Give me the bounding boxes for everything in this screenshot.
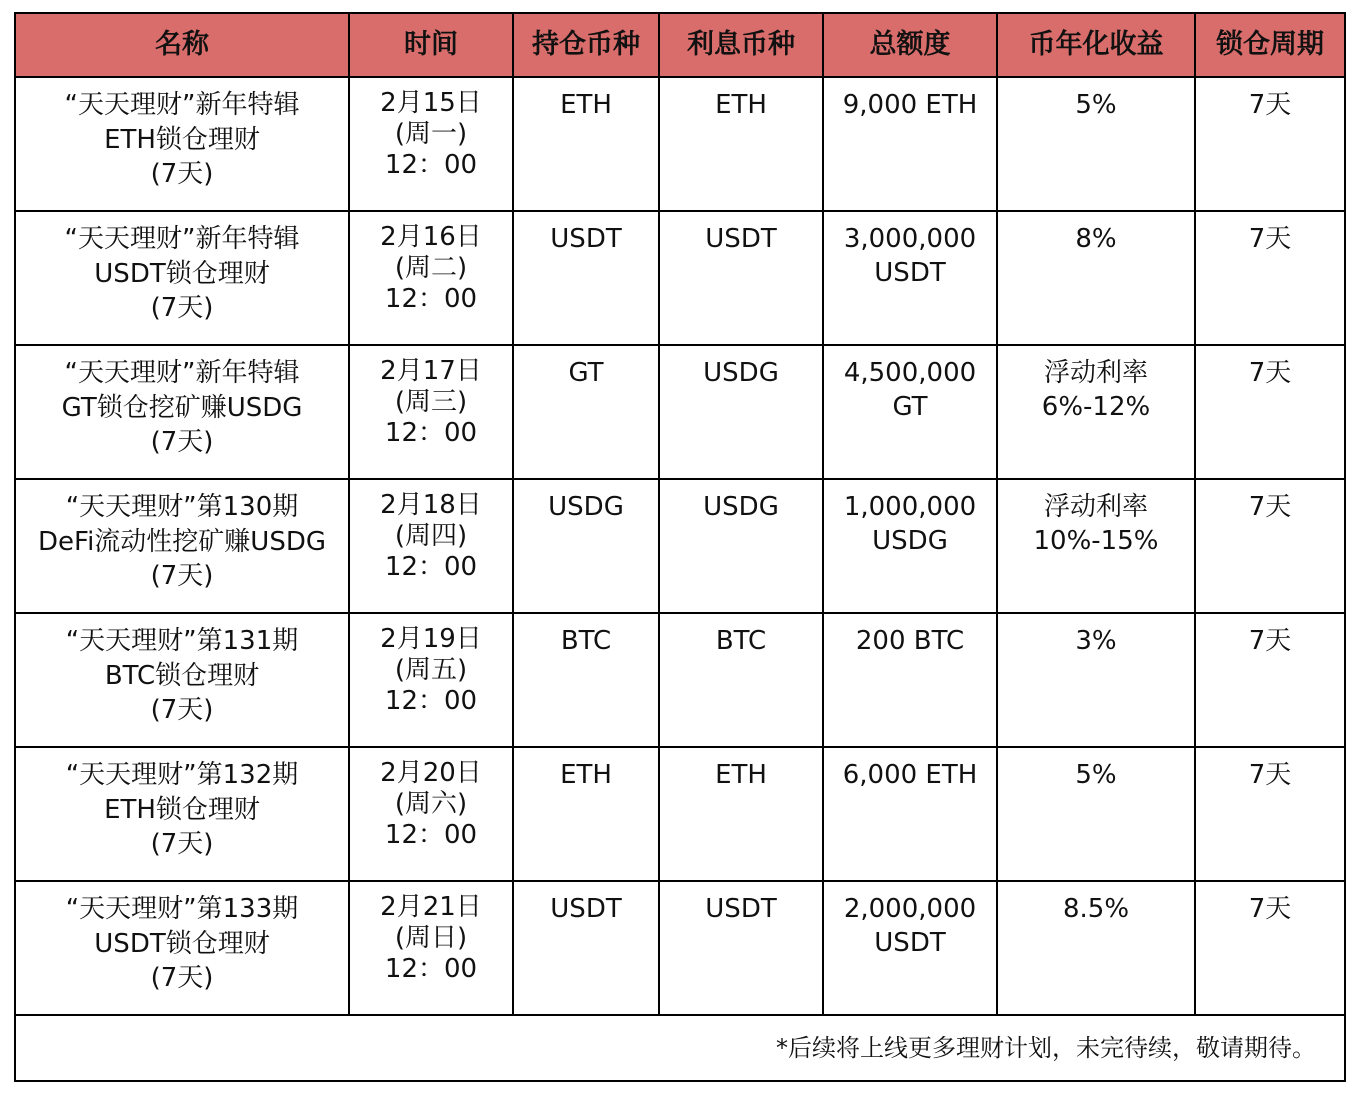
cell-annual-yield bbox=[997, 211, 1195, 345]
cell-lock-period: 7天 bbox=[1195, 613, 1345, 747]
cell-time bbox=[349, 613, 513, 747]
table-body bbox=[15, 77, 1345, 1015]
cell-time bbox=[349, 211, 513, 345]
cell-lock-period: 7天 bbox=[1195, 747, 1345, 881]
cell-total-quota bbox=[823, 479, 997, 613]
cell-total-quota-line: 1,000,000 bbox=[843, 492, 977, 522]
cell-annual-yield bbox=[997, 747, 1195, 881]
cell-interest-coin: BTC bbox=[659, 613, 823, 747]
table-row bbox=[15, 747, 1345, 881]
footnote-row bbox=[15, 1015, 1345, 1081]
table-row bbox=[15, 77, 1345, 211]
cell-total-quota bbox=[823, 77, 997, 211]
cell-time-line: 2月15日 bbox=[380, 88, 482, 118]
cell-total-quota bbox=[823, 747, 997, 881]
cell-annual-yield-line: 8% bbox=[1075, 224, 1117, 254]
cell-annual-yield bbox=[997, 345, 1195, 479]
cell-interest-coin: USDG bbox=[659, 345, 823, 479]
cell-time bbox=[349, 881, 513, 1015]
cell-time-line: 2月17日 bbox=[380, 356, 482, 386]
cell-time-line: (周六) bbox=[394, 789, 468, 819]
cell-name bbox=[15, 479, 349, 613]
cell-hold-coin: USDT bbox=[513, 211, 659, 345]
cell-name bbox=[15, 77, 349, 211]
cell-lock-period: 7天 bbox=[1195, 211, 1345, 345]
header-annual-yield: 币年化收益 bbox=[997, 13, 1195, 77]
cell-annual-yield-line: 6%-12% bbox=[1041, 392, 1151, 422]
cell-annual-yield-line: 10%-15% bbox=[1033, 526, 1159, 556]
table-row bbox=[15, 479, 1345, 613]
cell-time-line: 2月16日 bbox=[380, 222, 482, 252]
cell-name-line: GT锁仓挖矿赚USDG bbox=[61, 393, 303, 423]
header-lock-period: 锁仓周期 bbox=[1195, 13, 1345, 77]
cell-total-quota-line: 2,000,000 bbox=[843, 894, 977, 924]
cell-name-line: ETH锁仓理财 bbox=[104, 125, 260, 155]
cell-interest-coin: ETH bbox=[659, 77, 823, 211]
cell-name bbox=[15, 881, 349, 1015]
cell-name-line: USDT锁仓理财 bbox=[94, 929, 270, 959]
cell-annual-yield-line: 5% bbox=[1075, 760, 1117, 790]
cell-time bbox=[349, 345, 513, 479]
cell-lock-period: 7天 bbox=[1195, 479, 1345, 613]
cell-name-line: “天天理财”第133期 bbox=[65, 894, 299, 924]
cell-name-line: (7天) bbox=[150, 963, 214, 993]
header-name: 名称 bbox=[15, 13, 349, 77]
cell-total-quota-line: 200 BTC bbox=[855, 626, 965, 656]
header-hold-coin: 持仓币种 bbox=[513, 13, 659, 77]
cell-time-line: 2月21日 bbox=[380, 892, 482, 922]
financial-products-table bbox=[14, 12, 1346, 1082]
table-row bbox=[15, 613, 1345, 747]
cell-total-quota-line: USDT bbox=[874, 258, 946, 288]
cell-time-line: (周一) bbox=[394, 119, 468, 149]
cell-time-line: 12：00 bbox=[384, 820, 478, 850]
cell-hold-coin: USDG bbox=[513, 479, 659, 613]
cell-time-line: (周二) bbox=[394, 253, 468, 283]
cell-time-line: 2月18日 bbox=[380, 490, 482, 520]
cell-time bbox=[349, 77, 513, 211]
cell-interest-coin: USDT bbox=[659, 881, 823, 1015]
cell-name-line: “天天理财”新年特辑 bbox=[64, 224, 300, 254]
cell-lock-period: 7天 bbox=[1195, 345, 1345, 479]
table-header bbox=[15, 13, 1345, 77]
cell-name-line: (7天) bbox=[150, 159, 214, 189]
cell-total-quota-line: 4,500,000 bbox=[843, 358, 977, 388]
header-time: 时间 bbox=[349, 13, 513, 77]
cell-name-line: (7天) bbox=[150, 695, 214, 725]
cell-time-line: 12：00 bbox=[384, 418, 478, 448]
cell-hold-coin: USDT bbox=[513, 881, 659, 1015]
cell-annual-yield bbox=[997, 479, 1195, 613]
cell-lock-period: 7天 bbox=[1195, 881, 1345, 1015]
cell-time-line: 12：00 bbox=[384, 150, 478, 180]
cell-name-line: “天天理财”新年特辑 bbox=[64, 358, 300, 388]
cell-hold-coin: BTC bbox=[513, 613, 659, 747]
cell-total-quota-line: USDG bbox=[872, 526, 948, 556]
cell-annual-yield-line: 浮动利率 bbox=[1043, 358, 1148, 388]
cell-time-line: 2月20日 bbox=[380, 758, 482, 788]
cell-interest-coin: USDG bbox=[659, 479, 823, 613]
cell-hold-coin: ETH bbox=[513, 747, 659, 881]
cell-annual-yield bbox=[997, 881, 1195, 1015]
cell-annual-yield-line: 8.5% bbox=[1062, 894, 1130, 924]
cell-name-line: ETH锁仓理财 bbox=[104, 795, 260, 825]
cell-total-quota-line: GT bbox=[892, 392, 928, 422]
cell-name bbox=[15, 613, 349, 747]
cell-annual-yield-line: 浮动利率 bbox=[1043, 492, 1148, 522]
cell-time-line: (周四) bbox=[394, 521, 468, 551]
cell-name-line: USDT锁仓理财 bbox=[94, 259, 270, 289]
table-footer bbox=[15, 1015, 1345, 1081]
cell-total-quota bbox=[823, 345, 997, 479]
cell-hold-coin: ETH bbox=[513, 77, 659, 211]
cell-hold-coin: GT bbox=[513, 345, 659, 479]
header-interest-coin: 利息币种 bbox=[659, 13, 823, 77]
cell-name bbox=[15, 345, 349, 479]
cell-time-line: (周三) bbox=[394, 387, 468, 417]
cell-name-line: (7天) bbox=[150, 561, 214, 591]
cell-time-line: 12：00 bbox=[384, 686, 478, 716]
footnote: *后续将上线更多理财计划，未完待续，敬请期待。 bbox=[15, 1015, 1345, 1081]
table-row bbox=[15, 345, 1345, 479]
cell-name-line: DeFi流动性挖矿赚USDG bbox=[37, 527, 326, 557]
table-row bbox=[15, 211, 1345, 345]
cell-lock-period: 7天 bbox=[1195, 77, 1345, 211]
cell-annual-yield bbox=[997, 77, 1195, 211]
cell-total-quota-line: USDT bbox=[874, 928, 946, 958]
cell-interest-coin: USDT bbox=[659, 211, 823, 345]
cell-name-line: (7天) bbox=[150, 293, 214, 323]
cell-annual-yield-line: 5% bbox=[1075, 90, 1117, 120]
cell-name-line: (7天) bbox=[150, 829, 214, 859]
cell-name bbox=[15, 747, 349, 881]
cell-time-line: 12：00 bbox=[384, 284, 478, 314]
cell-total-quota-line: 3,000,000 bbox=[843, 224, 977, 254]
cell-total-quota bbox=[823, 613, 997, 747]
cell-total-quota bbox=[823, 211, 997, 345]
cell-name-line: (7天) bbox=[150, 427, 214, 457]
cell-total-quota bbox=[823, 881, 997, 1015]
cell-annual-yield-line: 3% bbox=[1075, 626, 1117, 656]
cell-interest-coin: ETH bbox=[659, 747, 823, 881]
cell-time-line: (周五) bbox=[394, 655, 468, 685]
cell-name-line: BTC锁仓理财 bbox=[104, 661, 260, 691]
cell-time-line: 2月19日 bbox=[380, 624, 482, 654]
cell-time bbox=[349, 747, 513, 881]
cell-name bbox=[15, 211, 349, 345]
cell-name-line: “天天理财”第132期 bbox=[65, 760, 299, 790]
cell-name-line: “天天理财”第130期 bbox=[65, 492, 299, 522]
cell-total-quota-line: 9,000 ETH bbox=[842, 90, 978, 120]
cell-time-line: 12：00 bbox=[384, 954, 478, 984]
header-total-quota: 总额度 bbox=[823, 13, 997, 77]
cell-name-line: “天天理财”新年特辑 bbox=[64, 90, 300, 120]
cell-annual-yield bbox=[997, 613, 1195, 747]
cell-total-quota-line: 6,000 ETH bbox=[842, 760, 978, 790]
cell-name-line: “天天理财”第131期 bbox=[65, 626, 299, 656]
header-row bbox=[15, 13, 1345, 77]
cell-time bbox=[349, 479, 513, 613]
cell-time-line: 12：00 bbox=[384, 552, 478, 582]
table-row bbox=[15, 881, 1345, 1015]
cell-time-line: (周日) bbox=[394, 923, 468, 953]
